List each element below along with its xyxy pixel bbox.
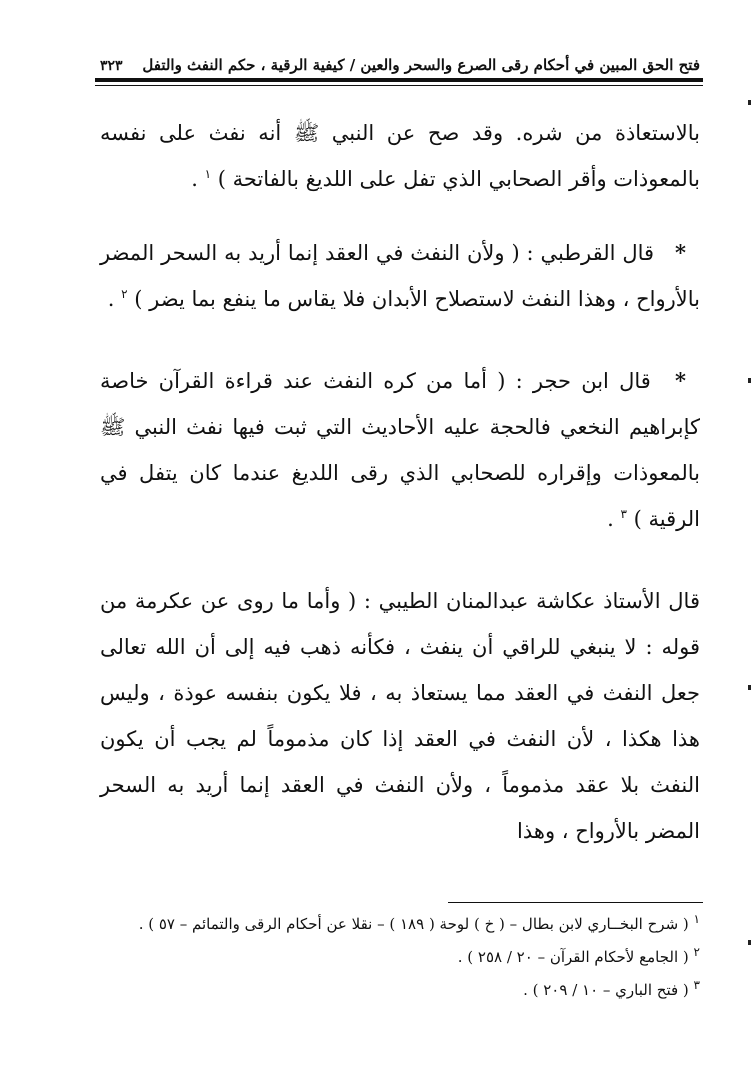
footnote-number: ٣ [693,978,700,992]
footnote-text: ( شرح البخــاري لابن بطال – ( خ ) لوحة ( ١٨٩ ) – نقلا عن أحكام الرقى والتمائم – ٥٧ ) . [138,915,689,933]
paragraph-text: قال ابن حجر : ( أما من كره النفث عند قراءة القرآن خاصة كإبراهيم النخعي فالحجة عليه الأحاديث التي ثبت فيها نفث النبي ﷺ بالمعوذات وإقراره للصحابي الذي رقى اللديغ عندما كان يتفل في الرقية ) [100,369,700,531]
footnote-ref[interactable]: ٣ [620,507,627,521]
paragraph-3 [100,358,700,542]
header-title: فتح الحق المبين في أحكام رقى الصرع والسحر والعين / كيفية الرقية ، حكم النفث والتفل [142,56,700,74]
paragraph-2 [100,230,700,322]
header-rule-thick [95,78,703,82]
footnote-item [100,908,700,941]
footnote-number: ٢ [693,945,700,959]
footnote-number: ١ [693,912,700,926]
paragraph-tail: . [191,167,198,191]
header-rule-thin [95,85,703,86]
footnote-text: ( الجامع لأحكام القرآن – ٢٠ / ٢٥٨ ) . [457,948,689,966]
paragraph-text: قال الأستاذ عكاشة عبدالمنان الطيبي : ( وأما ما روى عن عكرمة من قوله : لا ينبغي للراقي أن ينفث ، فكأنه ذهب فيه إلى أن الله تعالى جعل النفث في العقد مما يستعاذ به ، فلا يكون بنفسه عوذة ، وليس هذا هكذا ، لأن النفث في العقد إذا كان مذموماً لم يجب أن يكون النفث بلا عقد مذموماً ، ولأن النفث في العقد إنما أريد به السحر المضر بالأرواح ، وهذا [100,589,700,843]
paragraph-text: قال القرطبي : ( ولأن النفث في العقد إنما أريد به السحر المضر بالأرواح ، وهذا النفث لاستصلاح الأبدان فلا يقاس ما ينفع بما يضر ) [100,241,700,311]
paragraph-tail: . [107,287,115,311]
footnote-text: ( فتح الباري – ١٠ / ٢٠٩ ) . [523,981,689,999]
paragraph-tail: . [607,507,614,531]
footnotes [100,908,700,1007]
star-bullet: * [675,368,686,393]
footnote-item [100,941,700,974]
paragraph-text: بالاستعاذة من شره. وقد صح عن النبي ﷺ أنه نفث على نفسه بالمعوذات وأقر الصحابي الذي تفل على اللديغ بالفاتحة ) [100,121,700,191]
paragraph-1 [100,110,700,202]
paragraph-4 [100,578,700,854]
footnote-ref[interactable]: ١ [204,167,212,181]
star-bullet: * [675,240,686,265]
footnote-separator [448,902,703,903]
footnote-item [100,974,700,1007]
running-header [100,38,700,74]
page-number: ٣٢٣ [100,58,123,74]
footnote-ref[interactable]: ٢ [121,287,128,301]
